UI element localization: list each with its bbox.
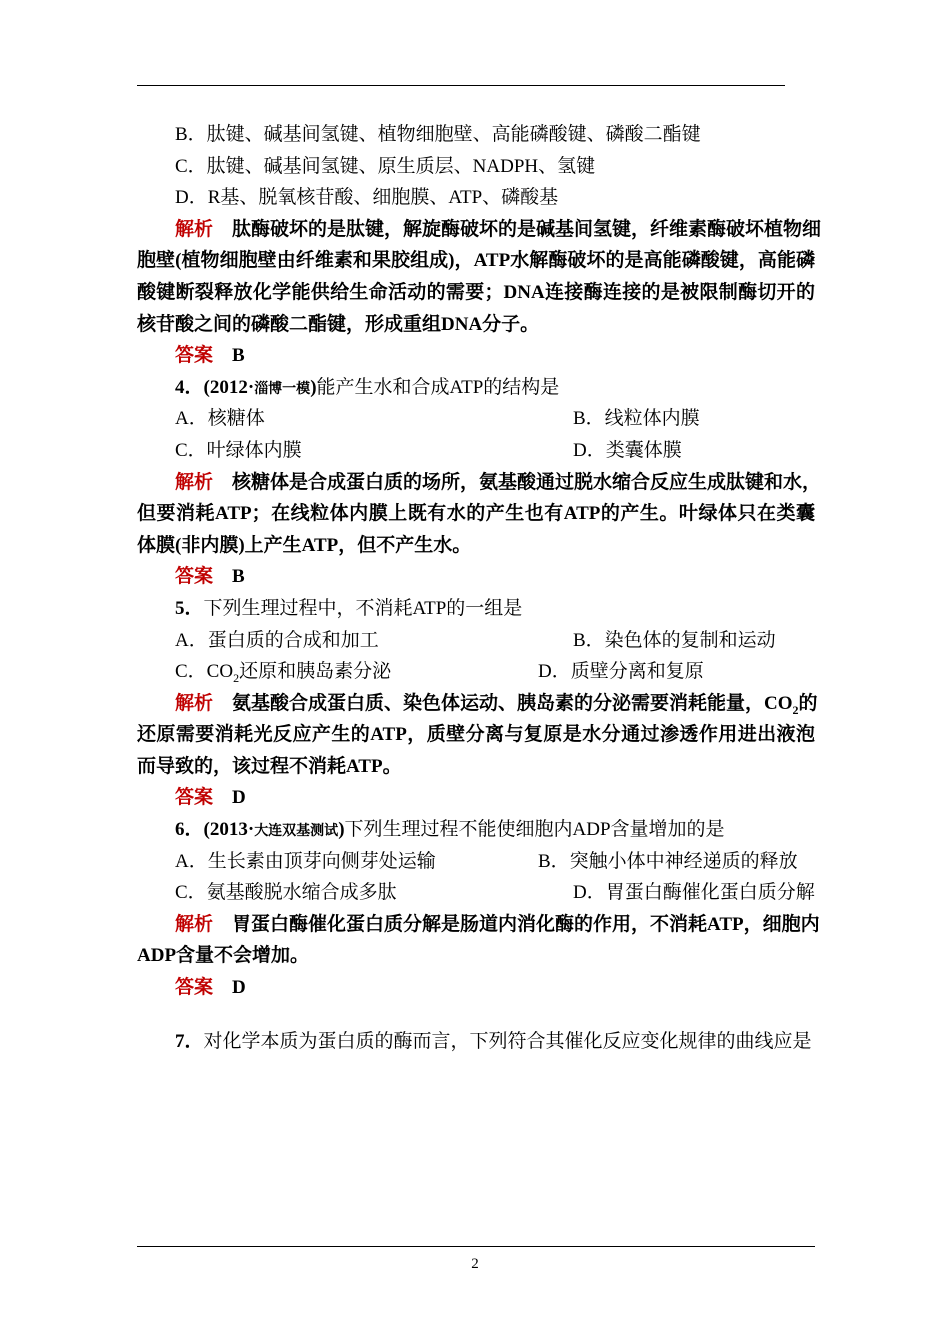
q5-option-d: D．质壁分离和复原 (538, 661, 704, 683)
q6-answer (137, 972, 815, 1004)
q6-analysis-line-2: ADP含量不会增加。 (137, 945, 310, 967)
q4-option-d: D．类囊体膜 (573, 439, 682, 461)
q6-options-row-1 (137, 846, 815, 878)
q4-option-c: C．叶绿体内膜 (175, 439, 302, 461)
q3-answer-value: B (232, 345, 245, 367)
q6-analysis-label: 解析 (175, 913, 214, 935)
q4-answer-label: 答案 (175, 566, 214, 588)
q5-options-row-1 (137, 625, 815, 657)
q5-analysis-label: 解析 (175, 692, 214, 714)
q3-answer-label: 答案 (175, 345, 214, 367)
q6-option-b: B．突触小体中神经递质的释放 (538, 850, 798, 872)
q3-analysis-line-4: 核苷酸之间的磷酸二酯键，形成重组DNA分子。 (137, 313, 540, 335)
page-content (137, 119, 822, 1057)
q4-answer (137, 561, 815, 593)
q4-option-b: B．线粒体内膜 (573, 408, 700, 430)
q6-option-a: A．生长素由顶芽向侧芽处运输 (175, 850, 436, 872)
q4-option-a: A．核糖体 (175, 408, 265, 430)
q4-analysis-label: 解析 (175, 471, 214, 493)
q6-options-row-2 (137, 877, 815, 909)
q3-answer (137, 340, 815, 372)
q4-analysis-line-3: 体膜(非内膜)上产生ATP，但不产生水。 (137, 534, 472, 556)
q5-option-a: A．蛋白质的合成和加工 (175, 629, 379, 651)
q6-source: 大连双基测试 (254, 823, 339, 840)
q5-analysis-line-1: 解析 氨基酸合成蛋白质、染色体运动、胰岛素的分泌需要消耗能量，$CO_2$的 (175, 692, 818, 717)
q6-analysis-line-1: 解析 胃蛋白酶催化蛋白质分解是肠道内消化酶的作用，不消耗ATP，细胞内 (175, 913, 820, 935)
q5-answer-value: D (232, 787, 246, 809)
q3-analysis-label: 解析 (175, 218, 214, 240)
q5-answer-label: 答案 (175, 787, 214, 809)
q4-stem: 4．(2012·淄博一模)能产生水和合成ATP的结构是 (175, 376, 560, 398)
q5-option-b: B．染色体的复制和运动 (573, 629, 776, 651)
q3-analysis-line-2: 胞壁(植物细胞壁由纤维素和果胶组成)，ATP水解酶破坏的是高能磷酸键，高能磷 (137, 250, 815, 272)
q3-option-d: D．R基、脱氧核苷酸、细胞膜、ATP、磷酸基 (175, 187, 559, 209)
q4-options-row-1 (137, 403, 815, 435)
q6-answer-value: D (232, 977, 246, 999)
q7-stem: 7．对化学本质为蛋白质的酶而言，下列符合其催化反应变化规律的曲线应是 (175, 1030, 812, 1052)
q5-analysis-line-3: 而导致的，该过程不消耗ATP。 (137, 755, 402, 777)
q4-options-row-2 (137, 435, 815, 467)
q4-analysis-line-2: 但要消耗ATP；在线粒体内膜上既有水的产生也有ATP的产生。叶绿体只在类囊 (137, 503, 815, 525)
q5-answer (137, 782, 815, 814)
q3-option-c: C．肽键、碱基间氢键、原生质层、NADPH、氢键 (175, 155, 596, 177)
q4-source: 淄博一模 (254, 380, 311, 397)
q3-analysis-line-3: 酸键断裂释放化学能供给生命活动的需要；DNA连接酶连接的是被限制酶切开的 (137, 281, 815, 303)
q4-answer-value: B (232, 566, 245, 588)
q6-option-d: D．胃蛋白酶催化蛋白质分解 (573, 882, 815, 904)
q5-stem: 5．下列生理过程中，不消耗ATP的一组是 (175, 597, 523, 619)
q5-options-row-2 (137, 656, 815, 688)
header-rule (137, 85, 785, 86)
q4-analysis-line-1: 解析 核糖体是合成蛋白质的场所，氨基酸通过脱水缩合反应生成肽键和水， (175, 471, 822, 493)
q6-option-c: C．氨基酸脱水缩合成多肽 (175, 882, 397, 904)
q6-stem: 6．(2013·大连双基测试)下列生理过程不能使细胞内ADP含量增加的是 (175, 819, 725, 841)
q5-option-c: C．$CO_2$还原和胰岛素分泌 (175, 661, 392, 685)
q5-analysis-line-2: 还原需要消耗光反应产生的ATP，质壁分离与复原是水分通过渗透作用进出液泡 (137, 724, 815, 746)
page-number: 2 (471, 1256, 479, 1272)
q3-analysis-line-1: 解析 肽酶破坏的是肽键，解旋酶破坏的是碱基间氢键，纤维素酶破坏植物细 (175, 218, 822, 240)
q6-answer-label: 答案 (175, 977, 214, 999)
q3-option-b: B．肽键、碱基间氢键、植物细胞壁、高能磷酸键、磷酸二酯键 (175, 124, 701, 145)
footer-rule (137, 1246, 815, 1247)
spacer (137, 1004, 815, 1026)
